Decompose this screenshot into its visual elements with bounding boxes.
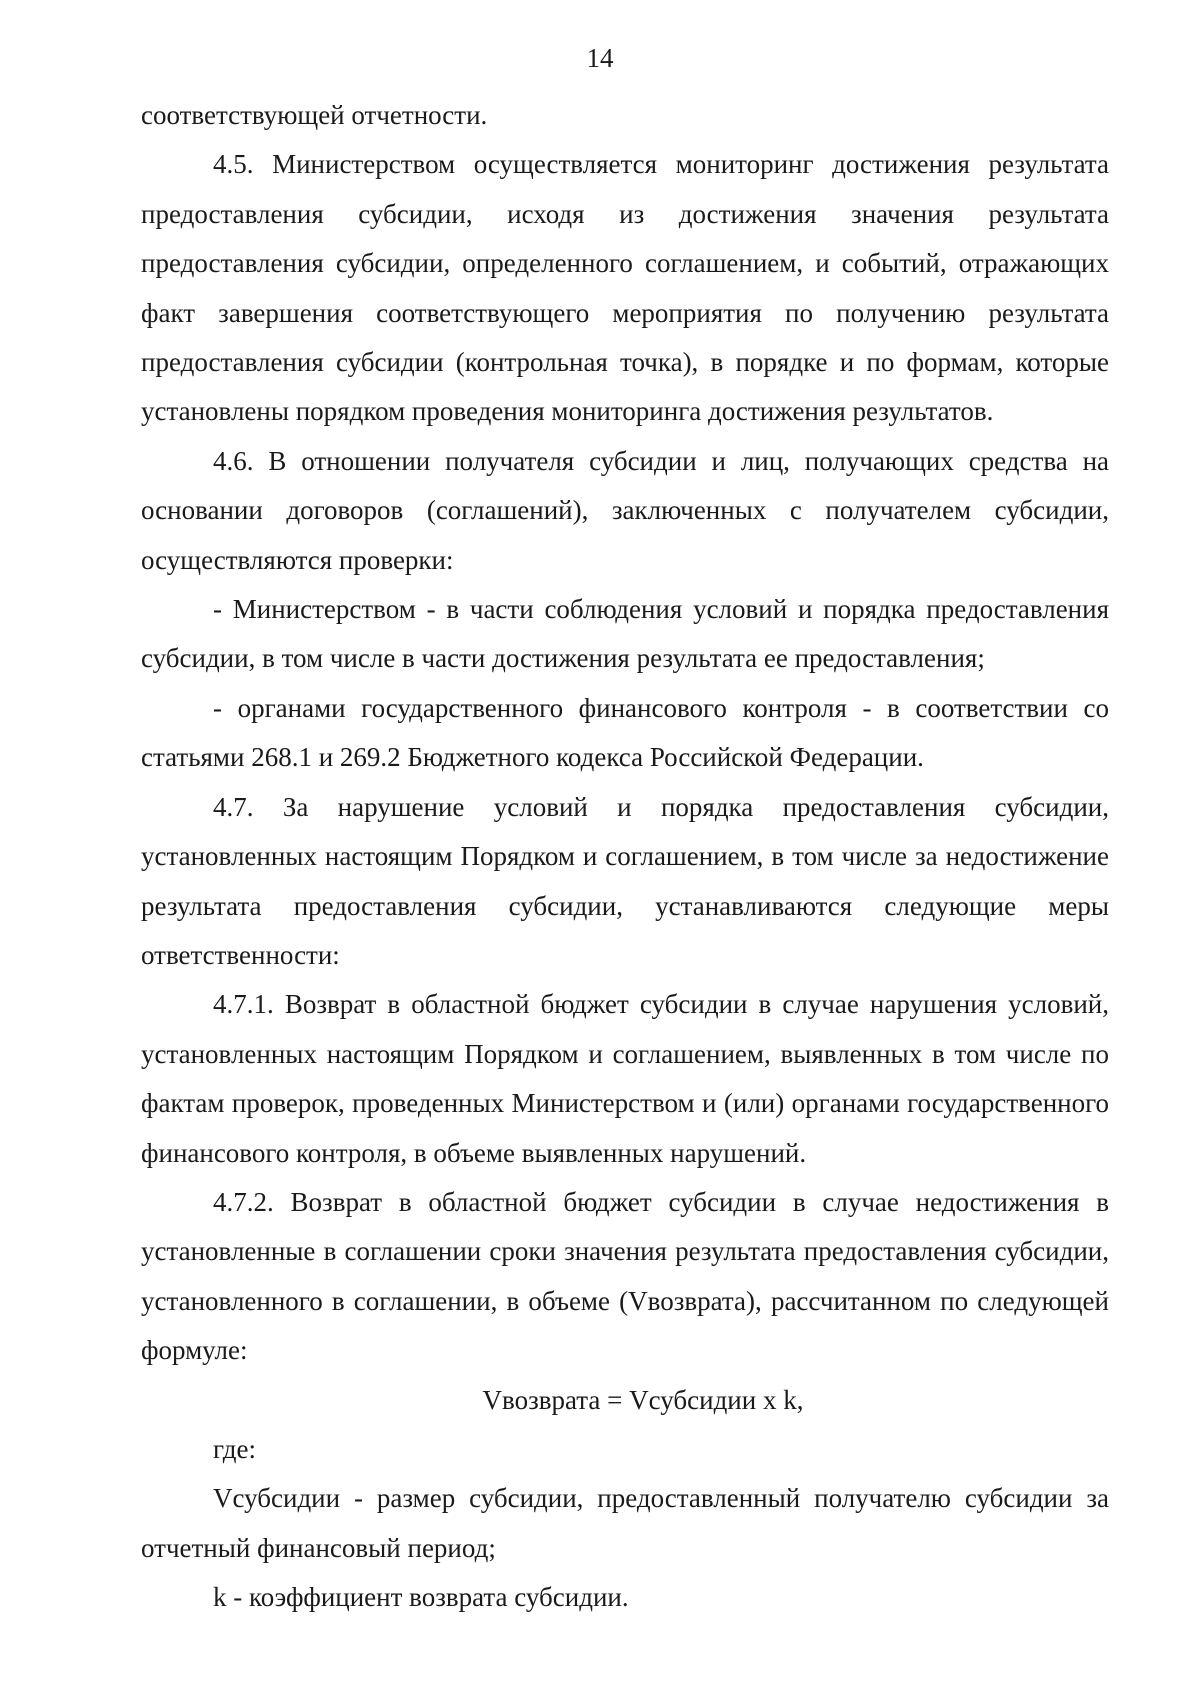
paragraph-4-6: 4.6. В отношении получателя субсидии и лиц, получающих средства на основании договоров (соглашений), заключенных с получателем субсидии, осуществляются проверки: xyxy=(141,445,1109,575)
paragraph-continuation: соответствующей отчетности. xyxy=(141,100,488,130)
formula-definition-k: k - коэффициент возврата субсидии. xyxy=(213,1582,629,1613)
paragraph-4-7-1: 4.7.1. Возврат в областной бюджет субсидии в случае нарушения условий, установленных настоящим Порядком и соглашением, выявленных в том числе по фактам проверок, проведенных Министерством и (или) органами государственного финансового контроля, в объеме выявленных нарушений. xyxy=(141,989,1109,1168)
return-formula: Vвозврата = Vсубсидии x k, xyxy=(482,1384,804,1415)
paragraph-4-5: 4.5. Министерством осуществляется мониторинг достижения результата предоставления субсидии, исходя из достижения значения результата предоставления субсидии, определенного соглашением, и событий, отражающих факт завершения соответствующего мероприятия по получению результата предоставления субсидии (контрольная точка), в порядке и по формам, которые установлены порядком проведения мониторинга достижения результатов. xyxy=(141,149,1109,427)
paragraph-4-7-2: 4.7.2. Возврат в областной бюджет субсидии в случае недостижения в установленные в соглашении сроки значения результата предоставления субсидии, установленного в соглашении, в объеме (Vвозврата), рассчитанном по следующей формуле: xyxy=(141,1186,1109,1366)
formula-definition-vsubsidy: Vсубсидии - размер субсидии, предоставленный получателю субсидии за отчетный финансовый период; xyxy=(141,1483,1109,1563)
formula-where: где: xyxy=(213,1433,256,1464)
list-item-ministry-checks: - Министерством - в части соблюдения условий и порядка предоставления субсидии, в том числе в части достижения результата ее предоставления; xyxy=(141,594,1109,674)
page-number: 14 xyxy=(586,43,614,73)
document-body xyxy=(141,91,1109,1623)
paragraph-4-7: 4.7. За нарушение условий и порядка предоставления субсидии, установленных настоящим Порядком и соглашением, в том числе за недостижение результата предоставления субсидии, устанавливаются следующие меры ответственности: xyxy=(141,791,1109,970)
list-item-financial-control: - органами государственного финансового контроля - в соответствии со статьями 268.1 и 269.2 Бюджетного кодекса Российской Федерации. xyxy=(141,692,1109,773)
